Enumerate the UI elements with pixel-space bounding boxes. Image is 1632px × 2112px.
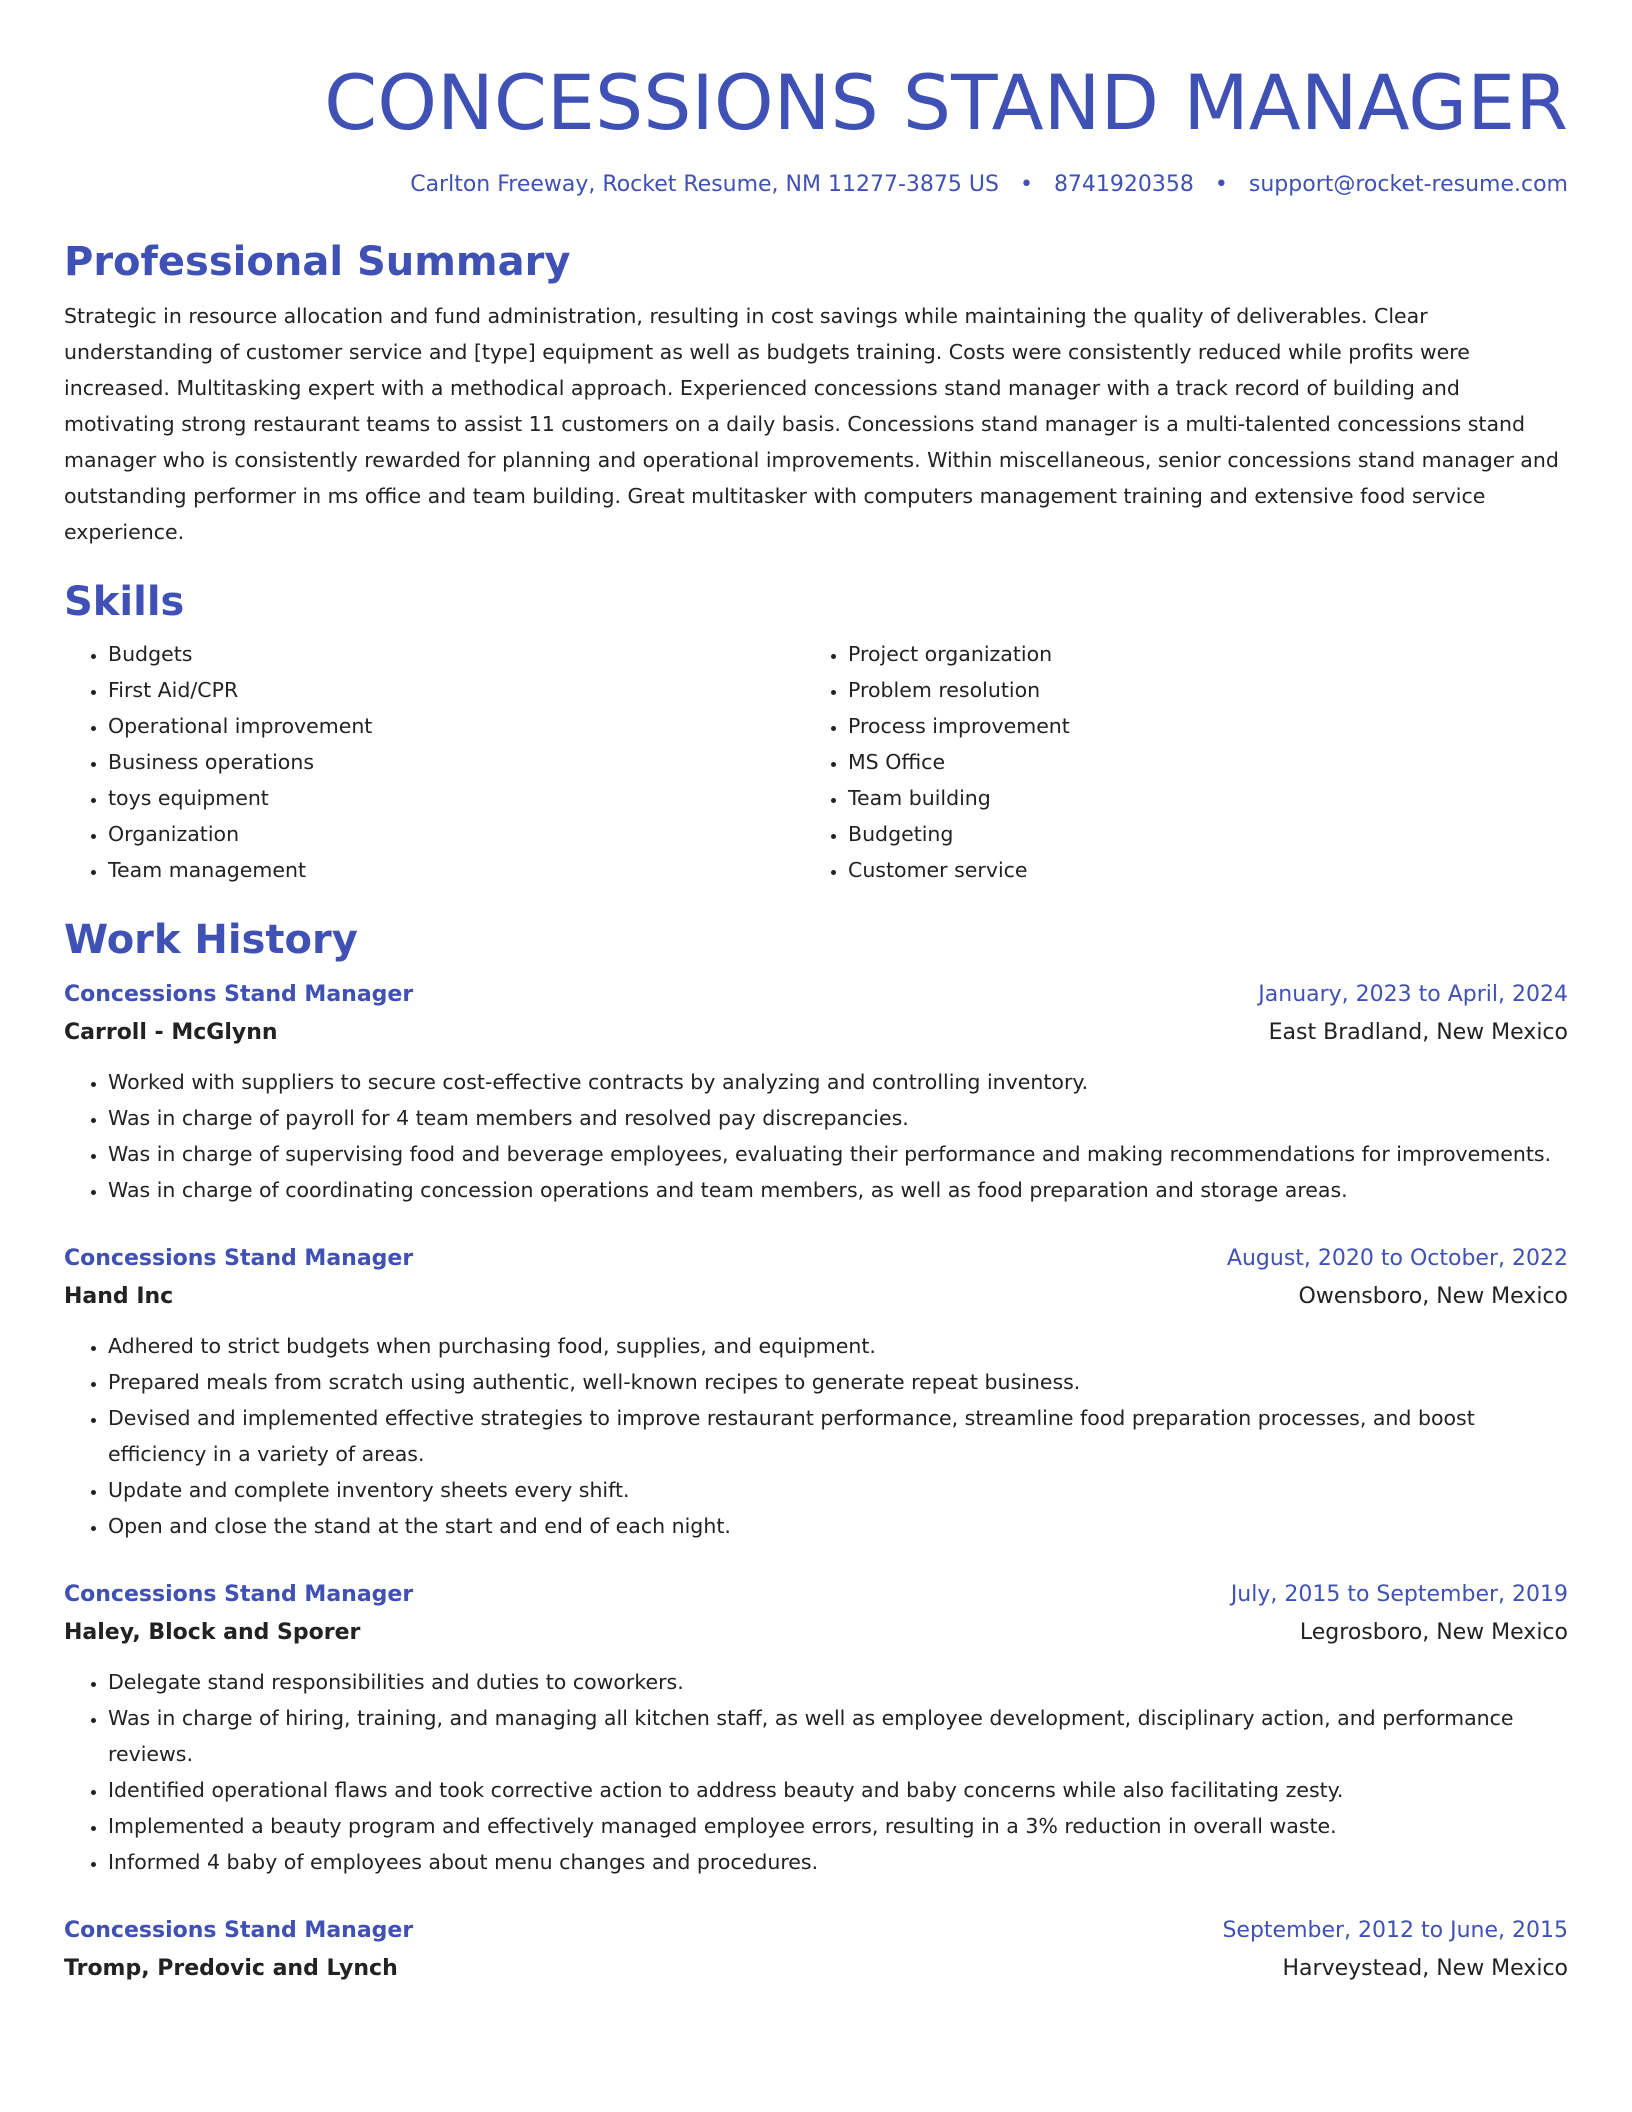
job-header-row	[64, 1576, 1568, 1614]
job-bullets	[64, 1064, 1568, 1208]
job-company: Carroll - McGlynn	[64, 1020, 278, 1045]
skill-item: • First Aid/CPR	[108, 672, 804, 708]
job-dates: August, 2020 to October, 2022	[1226, 1246, 1568, 1271]
job-header-row	[64, 1240, 1568, 1278]
job-header-row	[64, 1912, 1568, 1950]
skill-item: • Team management	[108, 852, 804, 888]
job-entry	[64, 1576, 1568, 1880]
job-company-row	[64, 1950, 1568, 1988]
job-bullet: • Was in charge of supervising food and beverage employees, evaluating their performance and making recommendations for improvements.	[108, 1136, 1568, 1172]
job-title: Concessions Stand Manager	[64, 1246, 414, 1271]
skill-item: • Team building	[848, 780, 1544, 816]
job-header-row	[64, 976, 1568, 1014]
skill-item: • Project organization	[848, 636, 1544, 672]
job-company: Haley, Block and Sporer	[64, 1620, 361, 1645]
job-bullet: • Informed 4 baby of employees about menu changes and procedures.	[108, 1844, 1568, 1880]
job-company-row	[64, 1278, 1568, 1316]
job-bullets	[64, 1328, 1568, 1544]
work-history-heading: Work History	[64, 917, 358, 963]
skills-heading: Skills	[64, 579, 185, 625]
job-bullet: • Was in charge of coordinating concession operations and team members, as well as food preparation and storage areas.	[108, 1172, 1568, 1208]
skill-item: • Operational improvement	[108, 708, 804, 744]
job-company: Tromp, Predovic and Lynch	[64, 1956, 398, 1981]
skill-item: • Organization	[108, 816, 804, 852]
job-dates: July, 2015 to September, 2019	[1230, 1582, 1568, 1607]
job-dates: September, 2012 to June, 2015	[1222, 1918, 1568, 1943]
job-bullet: • Adhered to strict budgets when purchasing food, supplies, and equipment.	[108, 1328, 1568, 1364]
contact-phone: 8741920358	[1053, 172, 1194, 197]
summary-heading: Professional Summary	[64, 239, 571, 285]
job-bullet: • Was in charge of hiring, training, and managing all kitchen staff, as well as employee development, disciplinary action, and performance reviews.	[108, 1700, 1568, 1772]
summary-text: Strategic in resource allocation and fund administration, resulting in cost savings while maintaining the quality of deliverables. Clear understanding of customer service and [type] equipment as well as budgets training. Costs were consistently reduced while profits were increased. Multitasking expert with a methodical approach. Experienced concessions stand manager with a track record of building and motivating strong restaurant teams to assist 11 customers on a daily basis. Concessions stand manager is a multi-talented concessions stand manager who is consistently rewarded for planning and operational improvements. Within miscellaneous, senior concessions stand manager and outstanding performer in ms office and team building. Great multitasker with computers management training and extensive food service experience.	[64, 304, 1559, 544]
skills-list	[64, 636, 1568, 888]
skill-item: • MS Office	[848, 744, 1544, 780]
job-entry	[64, 1912, 1568, 1988]
job-dates: January, 2023 to April, 2024	[1258, 982, 1568, 1007]
job-company-row	[64, 1014, 1568, 1052]
contact-email[interactable]: support@rocket-resume.com	[1248, 172, 1568, 197]
job-location: Owensboro, New Mexico	[1298, 1284, 1568, 1309]
job-bullet: • Implemented a beauty program and effectively managed employee errors, resulting in a 3% reduction in overall waste.	[108, 1808, 1568, 1844]
job-bullet: • Delegate stand responsibilities and duties to coworkers.	[108, 1664, 1568, 1700]
job-bullet: • Devised and implemented effective strategies to improve restaurant performance, streamline food preparation processes, and boost efficiency in a variety of areas.	[108, 1400, 1568, 1472]
job-company-row	[64, 1614, 1568, 1652]
job-bullet: • Was in charge of payroll for 4 team members and resolved pay discrepancies.	[108, 1100, 1568, 1136]
job-location: Harveystead, New Mexico	[1282, 1956, 1568, 1981]
job-bullet: • Update and complete inventory sheets every shift.	[108, 1472, 1568, 1508]
job-title: Concessions Stand Manager	[64, 982, 414, 1007]
job-title: Concessions Stand Manager	[64, 1918, 414, 1943]
resume-page	[64, 0, 1568, 1988]
skills-column-right	[804, 636, 1544, 888]
contact-separator: •	[1214, 172, 1228, 197]
skill-item: • Process improvement	[848, 708, 1544, 744]
skill-item: • Business operations	[108, 744, 804, 780]
skill-item: • toys equipment	[108, 780, 804, 816]
job-bullet: • Identified operational flaws and took corrective action to address beauty and baby concerns while also facilitating zesty.	[108, 1772, 1568, 1808]
skill-item: • Budgeting	[848, 816, 1544, 852]
contact-address: Carlton Freeway, Rocket Resume, NM 11277-3875 US	[410, 172, 999, 197]
skill-item: • Customer service	[848, 852, 1544, 888]
job-title: Concessions Stand Manager	[64, 1582, 414, 1607]
job-bullets	[64, 1664, 1568, 1880]
job-entry	[64, 976, 1568, 1208]
contact-line	[64, 170, 1568, 200]
job-bullet: • Worked with suppliers to secure cost-effective contracts by analyzing and controlling inventory.	[108, 1064, 1568, 1100]
job-location: East Bradland, New Mexico	[1268, 1020, 1568, 1045]
skills-column-left	[64, 636, 804, 888]
skill-item: • Problem resolution	[848, 672, 1544, 708]
job-entry	[64, 1240, 1568, 1544]
job-bullet: • Open and close the stand at the start and end of each night.	[108, 1508, 1568, 1544]
resume-name: CONCESSIONS STAND MANAGER	[324, 58, 1568, 147]
contact-separator: •	[1019, 172, 1033, 197]
job-location: Legrosboro, New Mexico	[1299, 1620, 1568, 1645]
job-company: Hand Inc	[64, 1284, 174, 1309]
skill-item: • Budgets	[108, 636, 804, 672]
job-bullet: • Prepared meals from scratch using authentic, well-known recipes to generate repeat business.	[108, 1364, 1568, 1400]
